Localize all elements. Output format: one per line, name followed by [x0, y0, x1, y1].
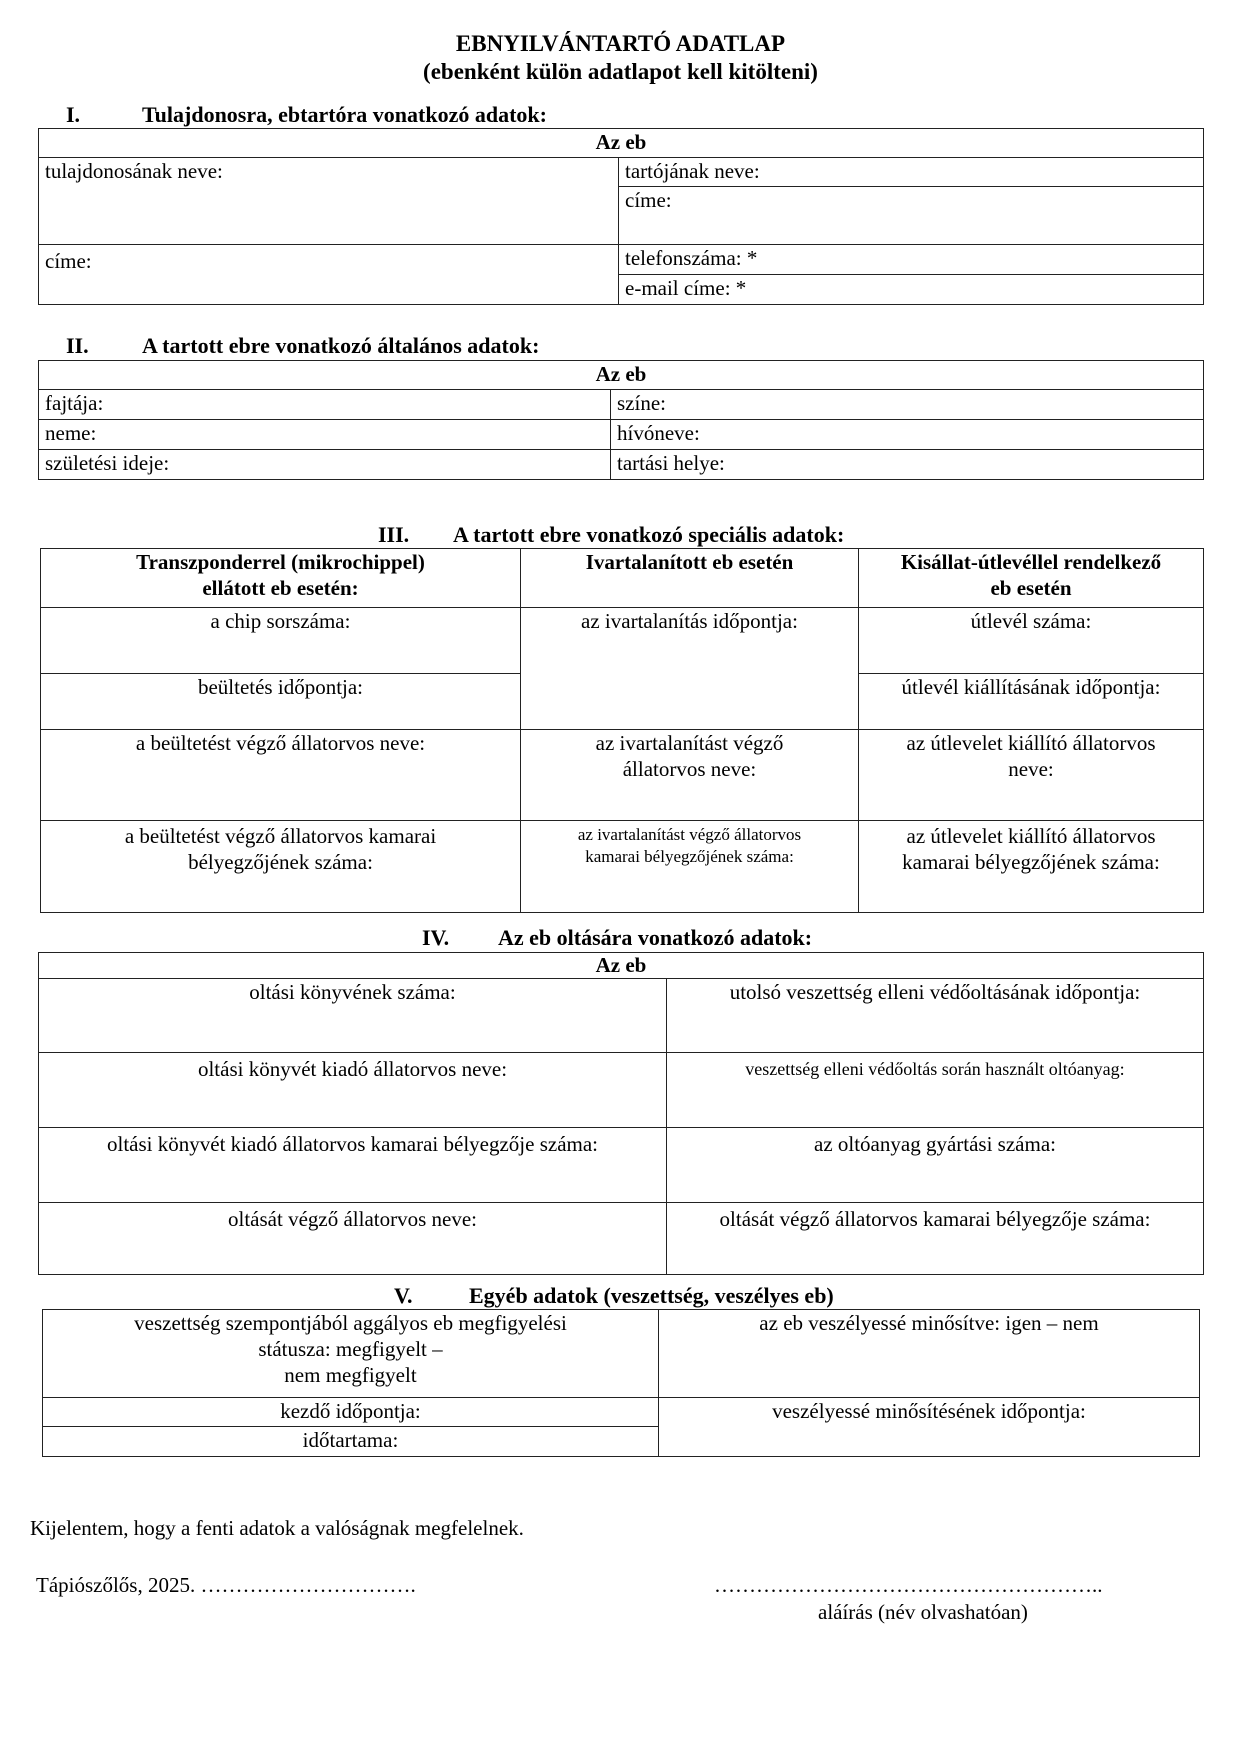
- callname-field[interactable]: hívóneve:: [611, 420, 1204, 450]
- passport-stamp-field[interactable]: az útlevelet kiállító állatorvos kamarai bélyegzőjének száma:: [859, 821, 1204, 913]
- implant-vet-field[interactable]: a beültetést végző állatorvos neve:: [41, 730, 521, 821]
- section-1-title: Tulajdonosra, ebtartóra vonatkozó adatok:: [142, 102, 547, 127]
- section-3-heading: [378, 522, 844, 548]
- neutered-column-header: Ivartalanított eb esetén: [521, 549, 859, 608]
- section-2-title: A tartott ebre vonatkozó általános adatok:: [142, 333, 540, 358]
- section-4-heading: [422, 925, 812, 951]
- special-table: [40, 548, 1204, 913]
- vaccinating-vet-stamp-field[interactable]: oltását végző állatorvos kamarai bélyegzője száma:: [667, 1203, 1204, 1275]
- microchip-column-header: Transzponderrel (mikrochippel) ellátott eb esetén:: [41, 549, 521, 608]
- vaccine-field[interactable]: veszettség elleni védőoltás során használt oltóanyag:: [667, 1053, 1204, 1128]
- general-table-header: Az eb: [39, 361, 1204, 390]
- birth-field[interactable]: születési ideje:: [39, 450, 611, 480]
- chip-number-field[interactable]: a chip sorszáma:: [41, 608, 521, 674]
- declaration-text: Kijelentem, hogy a fenti adatok a valóságnak megfelelnek.: [30, 1516, 524, 1540]
- place-date-field[interactable]: Tápiószőlős, 2025. ………………………….: [36, 1573, 416, 1597]
- signature-label: aláírás (név olvashatóan): [818, 1600, 1028, 1624]
- keeper-name-field[interactable]: tartójának neve:: [619, 158, 1204, 187]
- owner-table-header: Az eb: [39, 129, 1204, 158]
- section-5-title: Egyéb adatok (veszettség, veszélyes eb): [469, 1283, 834, 1308]
- passport-vet-field[interactable]: az útlevelet kiállító állatorvos neve:: [859, 730, 1204, 821]
- form-title: EBNYILVÁNTARTÓ ADATLAP: [455, 31, 786, 56]
- vaccination-book-number-field[interactable]: oltási könyvének száma:: [39, 979, 667, 1053]
- section-5-number: V.: [394, 1283, 413, 1308]
- neuter-date-field[interactable]: az ivartalanítás időpontja:: [521, 608, 859, 730]
- section-1-number: I.: [66, 102, 81, 127]
- passport-number-field[interactable]: útlevél száma:: [859, 608, 1204, 674]
- section-4-number: IV.: [422, 925, 450, 950]
- observation-start-field[interactable]: kezdő időpontja:: [43, 1398, 659, 1427]
- observation-duration-field[interactable]: időtartama:: [43, 1427, 659, 1457]
- section-5-heading: [394, 1283, 834, 1309]
- color-field[interactable]: színe:: [611, 390, 1204, 420]
- owner-table: [38, 128, 1204, 305]
- dangerous-classification-field[interactable]: az eb veszélyessé minősítve: igen – nem: [659, 1310, 1200, 1398]
- owner-name-field[interactable]: tulajdonosának neve:: [39, 158, 619, 245]
- email-field[interactable]: e-mail címe: *: [619, 275, 1204, 305]
- book-vet-stamp-field[interactable]: oltási könyvét kiadó állatorvos kamarai bélyegzője száma:: [39, 1128, 667, 1203]
- section-2-number: II.: [66, 333, 89, 358]
- vaccine-batch-field[interactable]: az oltóanyag gyártási száma:: [667, 1128, 1204, 1203]
- implant-stamp-field[interactable]: a beültetést végző állatorvos kamarai bélyegzőjének száma:: [41, 821, 521, 913]
- phone-field[interactable]: telefonszáma: *: [619, 245, 1204, 275]
- other-data-table: [42, 1309, 1200, 1457]
- observation-status-field[interactable]: veszettség szempontjából aggályos eb megfigyelési státusza: megfigyelt – nem megfigyelt: [43, 1310, 659, 1398]
- keeping-place-field[interactable]: tartási helye:: [611, 450, 1204, 480]
- vaccination-table-header: Az eb: [39, 953, 1204, 979]
- section-3-title: A tartott ebre vonatkozó speciális adatok:: [453, 522, 845, 547]
- vaccination-table: [38, 952, 1204, 1275]
- section-2-heading: [66, 333, 539, 359]
- last-rabies-vaccination-field[interactable]: utolsó veszettség elleni védőoltásának időpontja:: [667, 979, 1204, 1053]
- section-3-number: III.: [378, 522, 410, 547]
- form-subtitle: (ebenként külön adatlapot kell kitölteni): [423, 59, 818, 84]
- passport-date-field[interactable]: útlevél kiállításának időpontja:: [859, 674, 1204, 730]
- signature-line[interactable]: ………………………………………………..: [714, 1573, 1103, 1597]
- dangerous-date-field[interactable]: veszélyessé minősítésének időpontja:: [659, 1398, 1200, 1457]
- book-vet-field[interactable]: oltási könyvét kiadó állatorvos neve:: [39, 1053, 667, 1128]
- general-table: [38, 360, 1204, 480]
- keeper-address-field[interactable]: címe:: [619, 187, 1204, 245]
- breed-field[interactable]: fajtája:: [39, 390, 611, 420]
- owner-address-field[interactable]: címe:: [39, 245, 619, 305]
- section-4-title: Az eb oltására vonatkozó adatok:: [498, 925, 813, 950]
- vaccinating-vet-field[interactable]: oltását végző állatorvos neve:: [39, 1203, 667, 1275]
- passport-column-header: Kisállat-útlevéllel rendelkező eb esetén: [859, 549, 1204, 608]
- implant-date-field[interactable]: beültetés időpontja:: [41, 674, 521, 730]
- section-1-heading: [66, 102, 547, 128]
- neuter-stamp-field[interactable]: az ivartalanítást végző állatorvos kamarai bélyegzőjének száma:: [521, 821, 859, 913]
- sex-field[interactable]: neme:: [39, 420, 611, 450]
- neuter-vet-field[interactable]: az ivartalanítást végző állatorvos neve:: [521, 730, 859, 821]
